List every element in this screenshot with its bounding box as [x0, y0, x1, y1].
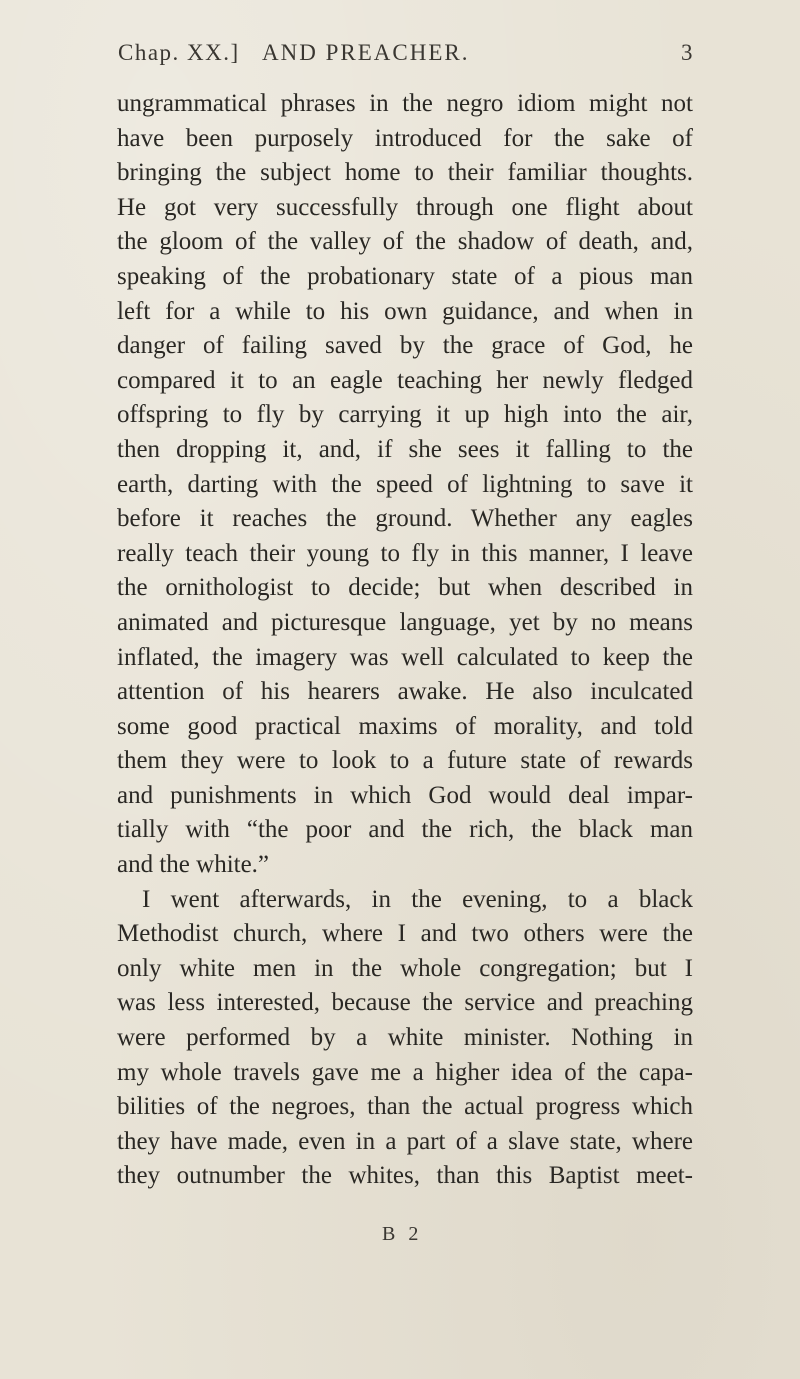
chapter-reference: Chap. XX.] [118, 40, 240, 65]
text-line: He got very successfully through one flight about [117, 193, 693, 221]
text-line: the ornithologist to decide; but when described in [117, 574, 693, 602]
text-line: before it reaches the ground. Whether any eagles [117, 505, 693, 533]
text-line: the gloom of the valley of the shadow of death, and, [117, 228, 693, 256]
paragraph-start-line: I went afterwards, in the evening, to a black [142, 885, 693, 913]
text-line: bilities of the negroes, than the actual progress which [117, 1093, 693, 1121]
text-line: ungrammatical phrases in the negro idiom might not [117, 90, 693, 117]
text-line: my whole travels gave me a higher idea of the capa- [117, 1058, 693, 1086]
text-line: really teach their young to fly in this manner, I leave [117, 539, 693, 567]
text-line: then dropping it, and, if she sees it falling to the [117, 435, 693, 463]
page-number: 3 [681, 40, 694, 65]
text-line: some good practical maxims of morality, and told [117, 712, 693, 740]
text-line: have been purposely introduced for the sake of [117, 124, 693, 152]
text-line: they outnumber the whites, than this Baptist meet- [117, 1162, 693, 1190]
text-line: they have made, even in a part of a slave state, where [117, 1127, 693, 1155]
running-title: AND PREACHER. [262, 40, 470, 65]
body-text [117, 87, 693, 1194]
signature-mark: B 2 [382, 1223, 423, 1245]
text-line: attention of his hearers awake. He also inculcated [117, 678, 693, 706]
paragraph-end-line: and the white.” [117, 851, 270, 879]
text-line: offspring to fly by carrying it up high into the air, [117, 401, 693, 429]
text-line: inflated, the imagery was well calculated to keep the [117, 643, 693, 671]
text-line: bringing the subject home to their familiar thoughts. [117, 159, 693, 187]
text-line: earth, darting with the speed of lightning to save it [117, 470, 693, 498]
text-line: was less interested, because the service and preaching [117, 989, 693, 1017]
running-head [118, 40, 694, 76]
text-line: only white men in the whole congregation; but I [117, 954, 693, 982]
text-line: Methodist church, where I and two others were the [117, 920, 693, 948]
text-line: were performed by a white minister. Nothing in [117, 1024, 693, 1052]
text-line: danger of failing saved by the grace of God, he [117, 332, 693, 360]
text-line: left for a while to his own guidance, and when in [117, 297, 693, 325]
text-line: them they were to look to a future state of rewards [117, 747, 693, 775]
text-line: compared it to an eagle teaching her newly fledged [117, 366, 693, 394]
text-line: speaking of the probationary state of a pious man [117, 262, 693, 290]
text-line: animated and picturesque language, yet by no means [117, 608, 693, 636]
text-line: tially with “the poor and the rich, the black man [117, 816, 693, 844]
text-line: and punishments in which God would deal impar- [117, 781, 693, 809]
